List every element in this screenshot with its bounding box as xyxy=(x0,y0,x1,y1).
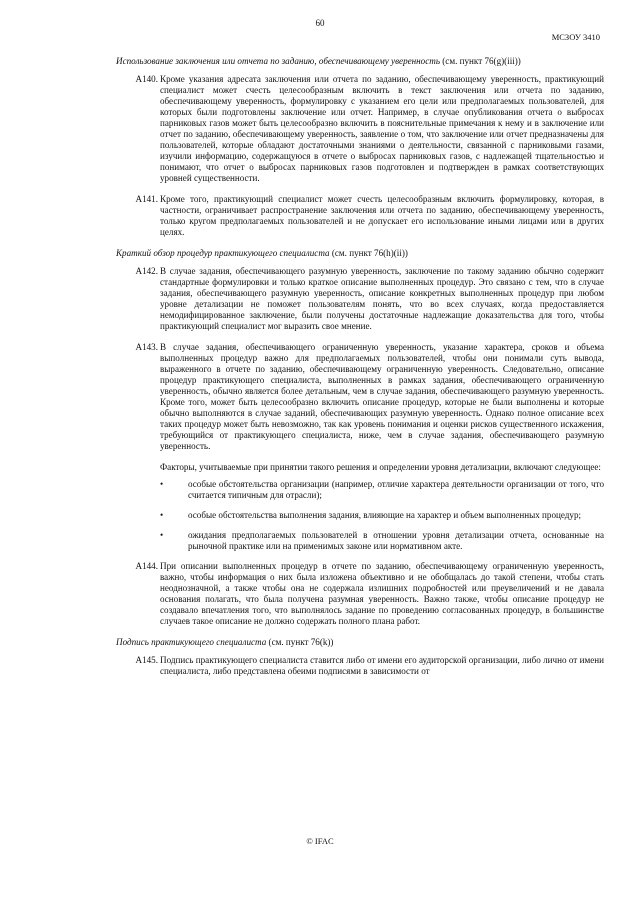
list-item xyxy=(160,510,604,521)
paragraph-a145 xyxy=(135,655,604,677)
section-heading-text: Использование заключения или отчета по заданию, обеспечивающему уверенность xyxy=(116,56,440,66)
paragraph-number: A144. xyxy=(135,561,158,571)
bullet-icon: • xyxy=(160,530,164,540)
list-item-text: особые обстоятельства организации (например, отличие характера деятельности организации от того, что считается типичным для отрасли); xyxy=(188,479,604,500)
paragraph-a140 xyxy=(135,74,604,184)
section-heading-text: Подпись практикующего специалиста xyxy=(116,637,267,647)
list-item xyxy=(160,530,604,552)
paragraph-a141 xyxy=(135,194,604,238)
page-number: 60 xyxy=(315,18,325,28)
section-heading xyxy=(116,248,604,259)
footer-copyright: © IFAC xyxy=(306,836,334,846)
bullet-icon: • xyxy=(160,510,164,520)
list-item xyxy=(160,479,604,501)
bullet-list xyxy=(160,479,604,552)
section-heading-ref: (см. пункт 76(h)(ii)) xyxy=(331,248,408,258)
paragraph-number: A140. xyxy=(135,74,158,84)
list-item-text: особые обстоятельства выполнения задания, влияющие на характер и объем выполненных процедур; xyxy=(188,510,582,520)
paragraph-text: При описании выполненных процедур в отчете по заданию, обеспечивающему ограниченную уверенность, важно, чтобы информация о них была изложена объективно и не обобщалась до такой степени, чтобы стать неоднозначной, а также чтобы она не содержала излишних подробностей или преувеличений и не давала основания полагать, что была получена разумная уверенность. Важно также, чтобы описание процедур не создавало впечатления того, что выполнялось задание по проведению согласованных процедур, в большинстве случаев такое описание не должно содержать полного плана работ. xyxy=(160,561,604,626)
paragraph-text: В случае задания, обеспечивающего разумную уверенность, заключение по такому заданию обычно содержит стандартные формулировки и только краткое описание выполненных процедур. Это связано с тем, что в случае задания, обеспечивающего разумную уверенность, описание конкретных выполненных процедур при любом уровне детализации не поможет пользователям понять, что во всех случаях, когда предоставляется немодифицированное заключение, были получены достаточные надлежащие доказательства для того, чтобы практикующий специалист мог выразить свое мнение. xyxy=(160,266,604,331)
paragraph-a144 xyxy=(135,561,604,627)
paragraph-text: Кроме того, практикующий специалист может счесть целесообразным включить формулировку, которая, в частности, ограничивает распространение заключения или отчета по заданию, обеспечивающему уверенность, только кругом предполагаемых пользователей и не допускает его использование иными лицами или в других целях. xyxy=(160,194,604,237)
list-item-text: ожидания предполагаемых пользователей в отношении уровня детализации отчета, основанные на рыночной практике или на применимых законе или нормативном акте. xyxy=(188,530,604,551)
section-heading xyxy=(116,56,604,67)
bullet-icon: • xyxy=(160,479,164,489)
paragraph-text: В случае задания, обеспечивающего ограниченную уверенность, указание характера, сроков и объема выполненных процедур важно для предполагаемых пользователей, чтобы они понимали суть вывода, выраженного в отчете по заданию, обеспечивающему ограниченную уверенность. Следовательно, описание процедур практикующего специалиста, выполненных в рамках задания, обеспечивающего ограниченную уверенность, обычно является более детальным, чем в случае задания, обеспечивающего разумную уверенность. Кроме того, может быть целесообразно включить описание процедур, которые не были выполнены и которые обычно выполняются в случае заданий, обеспечивающих разумную уверенность. Однако полное описание всех таких процедур может быть невозможно, так как уровень понимания и оценки рисков существенного искажения, требующийся от практикующего специалиста, ниже, чем в случае задания, обеспечивающего разумную уверенность. xyxy=(160,342,604,451)
paragraph-a143 xyxy=(135,342,604,452)
paragraph-text: Кроме указания адресата заключения или отчета по заданию, обеспечивающему уверенность, практикующий специалист может счесть целесообразным включить в текст заключения или отчета по заданию, обеспечивающему уверенность, формулировку с указанием его цели или предполагаемых пользователей, для которых были подготовлены заключение или отчет. Например, в случае опубликования отчета о выбросах парниковых газов может быть целесообразно включить в пояснительные примечания к нему и в заключение или отчет по заданию, обеспечивающему уверенность, заявление о том, что заключение или отчет предназначены для пользователей, которые обладают достаточными знаниями о деятельности, связанной с парниковыми газами, изучили информацию, содержащуюся в отчете о выбросах парниковых газов, с надлежащей тщательностью и понимают, что отчет о выбросах парниковых газов подготовлен и подтвержден в рамках соответствующих уровней существенности. xyxy=(160,74,604,183)
paragraph-text: Подпись практикующего специалиста ставится либо от имени его аудиторской организации, либо лично от имени специалиста, либо представлена обеими подписями в зависимости от xyxy=(160,655,604,676)
section-heading-ref: (см. пункт 76(k)) xyxy=(268,637,334,647)
section-heading xyxy=(116,637,604,648)
paragraph-number: A141. xyxy=(135,194,158,204)
page-content xyxy=(116,56,604,687)
paragraph-number: A145. xyxy=(135,655,158,665)
paragraph-a142 xyxy=(135,266,604,332)
section-heading-ref: (см. пункт 76(g)(iii)) xyxy=(442,56,521,66)
paragraph-subtext: Факторы, учитываемые при принятии такого решения и определении уровня детализации, включают следующее: xyxy=(160,462,601,472)
document-code: МСЗОУ 3410 xyxy=(551,32,600,42)
section-heading-text: Краткий обзор процедур практикующего специалиста xyxy=(116,248,330,258)
paragraph-number: A142. xyxy=(135,266,158,276)
paragraph-number: A143. xyxy=(135,342,158,352)
